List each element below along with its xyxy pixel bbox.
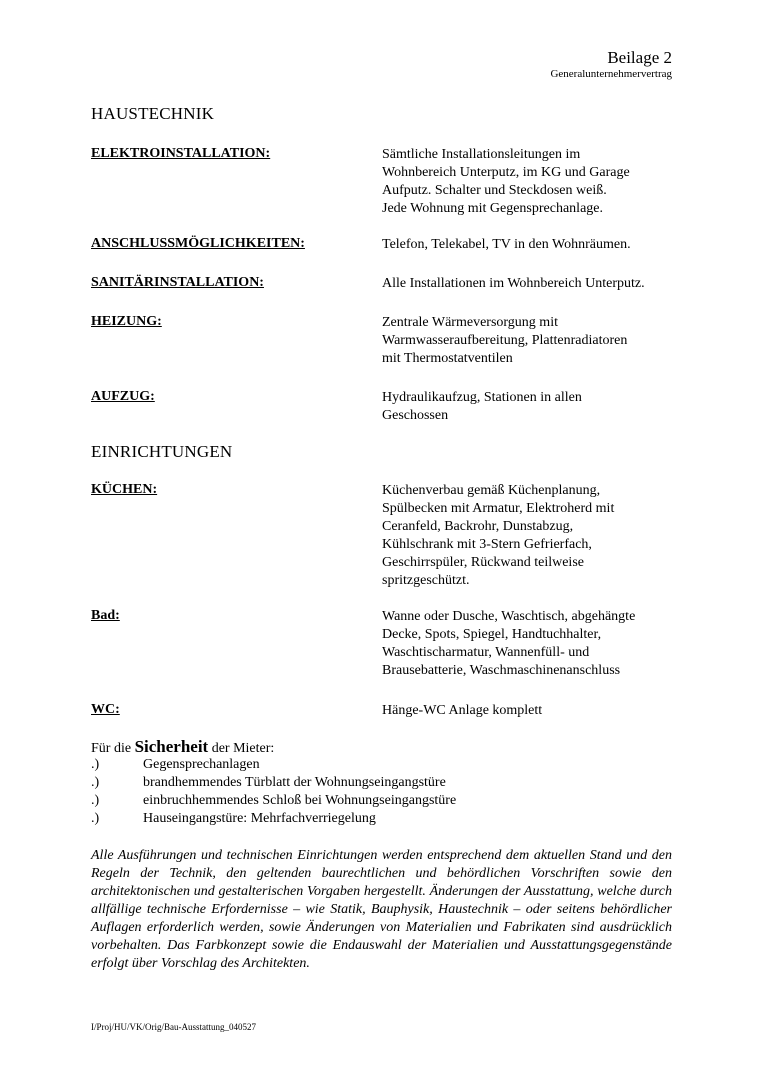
list-bullet: .) xyxy=(91,811,100,826)
label-aufzug: AUFZUG: xyxy=(91,389,155,404)
value-wc: Hänge-WC Anlage komplett xyxy=(382,703,543,718)
label-bad: Bad: xyxy=(91,608,120,623)
label-heizung: HEIZUNG: xyxy=(91,314,162,329)
section-heading-einrichtungen: EINRICHTUNGEN xyxy=(91,442,233,461)
security-intro xyxy=(91,737,274,757)
security-intro-suffix: der Mieter: xyxy=(211,741,275,756)
value-anschlussmoeglichkeiten: Telefon, Telekabel, TV in den Wohnräumen. xyxy=(382,237,631,252)
label-elektroinstallation: ELEKTROINSTALLATION: xyxy=(91,146,271,161)
security-list xyxy=(91,756,456,828)
value-bad: Wanne oder Dusche, Waschtisch, abgehängte Decke, Spots, Spiegel, Handtuchhalter, Waschtischarmatur, Wannenfüll- und Brausebatterie, Waschmaschinenanschluss xyxy=(382,609,636,678)
security-intro-prefix: Für die xyxy=(91,741,132,756)
security-intro-emphasis: Sicherheit xyxy=(134,737,209,756)
list-item-text: brandhemmendes Türblatt der Wohnungseingangstüre xyxy=(143,775,446,790)
document-title: Beilage 2 xyxy=(607,48,672,67)
footer-path: I/Proj/HU/VK/Orig/Bau-Ausstattung_040527 xyxy=(91,1022,256,1032)
disclaimer-paragraph: Alle Ausführungen und technischen Einrichtungen werden entsprechend dem aktuellen Stand und den Regeln der Technik, den geltenden baurechtlichen und behördlichen Vorschriften sowie den architektonischen und gestalterischen Vorgaben hergestellt. Änderungen der Ausstattung, welche durch allfällige technische Erfordernisse – wie Statik, Bauphysik, Haustechnik – oder seitens behördlicher Auflagen erforderlich werden, sowie Änderungen von Materialien und Fabrikaten sind ausdrücklich vorbehalten. Das Farbkonzept sowie die Endauswahl der Materialien und Ausstattungsgegenstände erfolgt über Vorschlag des Architekten. xyxy=(91,848,672,971)
value-elektroinstallation: Sämtliche Installationsleitungen im Wohnbereich Unterputz, im KG und Garage Aufputz. Schalter und Steckdosen weiß. Jede Wohnung mit Gegensprechanlage. xyxy=(382,147,630,216)
list-bullet: .) xyxy=(91,775,100,790)
label-kuechen: KÜCHEN: xyxy=(91,482,158,497)
list-bullet: .) xyxy=(91,793,100,808)
value-aufzug: Hydraulikaufzug, Stationen in allen Geschossen xyxy=(382,390,582,423)
list-item xyxy=(91,774,456,792)
document-subtitle: Generalunternehmervertrag xyxy=(550,68,672,80)
list-item xyxy=(91,792,456,810)
section-heading-haustechnik: HAUSTECHNIK xyxy=(91,104,215,123)
list-bullet: .) xyxy=(91,757,100,772)
list-item xyxy=(91,810,456,828)
list-item xyxy=(91,756,456,774)
list-item-text: Gegensprechanlagen xyxy=(143,757,260,772)
value-kuechen: Küchenverbau gemäß Küchenplanung, Spülbecken mit Armatur, Elektroherd mit Ceranfeld, Backrohr, Dunstabzug, Kühlschrank mit 3-Stern Gefrierfach, Geschirrspüler, Rückwand teilweise spritzgeschützt. xyxy=(382,483,615,588)
list-item-text: einbruchhemmendes Schloß bei Wohnungseingangstüre xyxy=(143,793,457,808)
label-sanitaerinstallation: SANITÄRINSTALLATION: xyxy=(91,275,264,290)
list-item-text: Hauseingangstüre: Mehrfachverriegelung xyxy=(143,811,376,826)
value-sanitaerinstallation: Alle Installationen im Wohnbereich Unterputz. xyxy=(382,276,645,291)
label-wc: WC: xyxy=(91,702,120,717)
label-anschlussmoeglichkeiten: ANSCHLUSSMÖGLICHKEITEN: xyxy=(91,236,305,251)
value-heizung: Zentrale Wärmeversorgung mit Warmwasseraufbereitung, Plattenradiatoren mit Thermostatventilen xyxy=(382,315,628,366)
